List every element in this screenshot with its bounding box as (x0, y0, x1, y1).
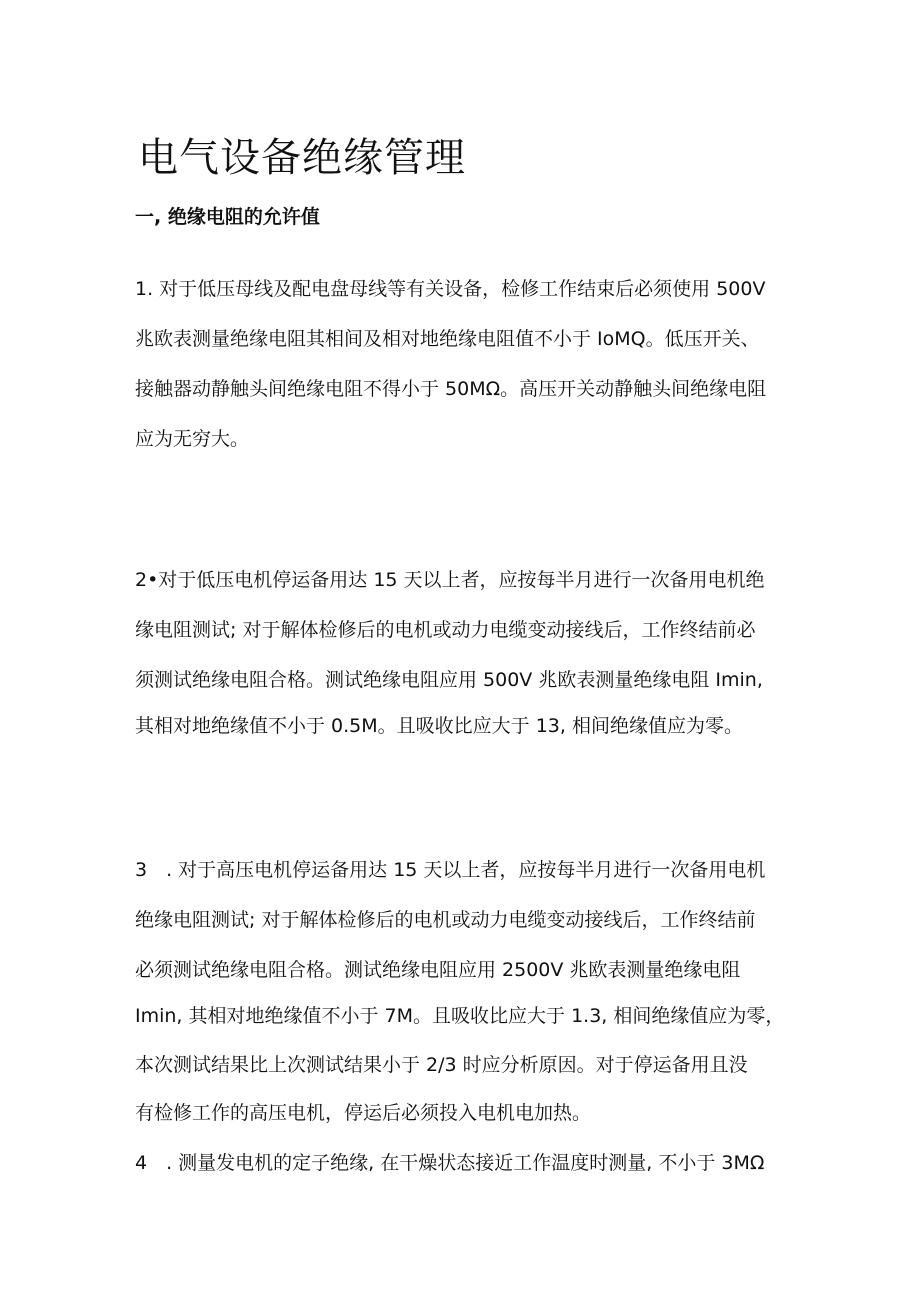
paragraph-line: 兆欧表测量绝缘电阻其相间及相对地绝缘电阻值不小于 IoMQ。低压开关、 (135, 328, 760, 350)
paragraph-line: 必须测试绝缘电阻合格。测试绝缘电阻应用 2500V 兆欧表测量绝缘电阻 (135, 959, 741, 981)
paragraph-line: 应为无穷大。 (135, 428, 250, 450)
paragraph-line: 须测试绝缘电阻合格。测试绝缘电阻应用 500V 兆欧表测量绝缘电阻 Imin, (135, 669, 763, 691)
paragraph-line: 有检修工作的高压电机，停运后必须投入电机电加热。 (135, 1102, 592, 1124)
paragraph-line: 2•对于低压电机停运备用达 15 天以上者，应按每半月进行一次备用电机绝 (135, 569, 765, 591)
paragraph-line: Imin, 其相对地绝缘值不小于 7M。且吸收比应大于 1.3, 相间绝缘值应为零， (135, 1005, 785, 1027)
paragraph-line: 缘电阻测试; 对于解体检修后的电机或动力电缆变动接线后，工作终结前必 (135, 619, 756, 641)
paragraph-line: 绝缘电阻测试; 对于解体检修后的电机或动力电缆变动接线后，工作终结前 (135, 909, 756, 931)
paragraph-line: 3 . 对于高压电机停运备用达 15 天以上者，应按每半月进行一次备用电机 (135, 859, 766, 881)
paragraph-line: 1. 对于低压母线及配电盘母线等有关设备，检修工作结束后必须使用 500V (135, 278, 766, 300)
document-title: 电气设备绝缘管理 (138, 135, 466, 181)
paragraph-line: 4 . 测量发电机的定子绝缘, 在干燥状态接近工作温度时测量, 不小于 3MΩ (135, 1152, 765, 1174)
section-heading: 一, 绝缘电阻的允许值 (135, 206, 320, 228)
paragraph-line: 本次测试结果比上次测试结果小于 2/3 时应分析原因。对于停运备用且没 (135, 1054, 748, 1076)
paragraph-line: 其相对地绝缘值不小于 0.5M。且吸收比应大于 13, 相间绝缘值应为零。 (135, 715, 743, 737)
paragraph-line: 接触器动静触头间绝缘电阻不得小于 50MΩ。高压开关动静触头间绝缘电阻 (135, 378, 767, 400)
